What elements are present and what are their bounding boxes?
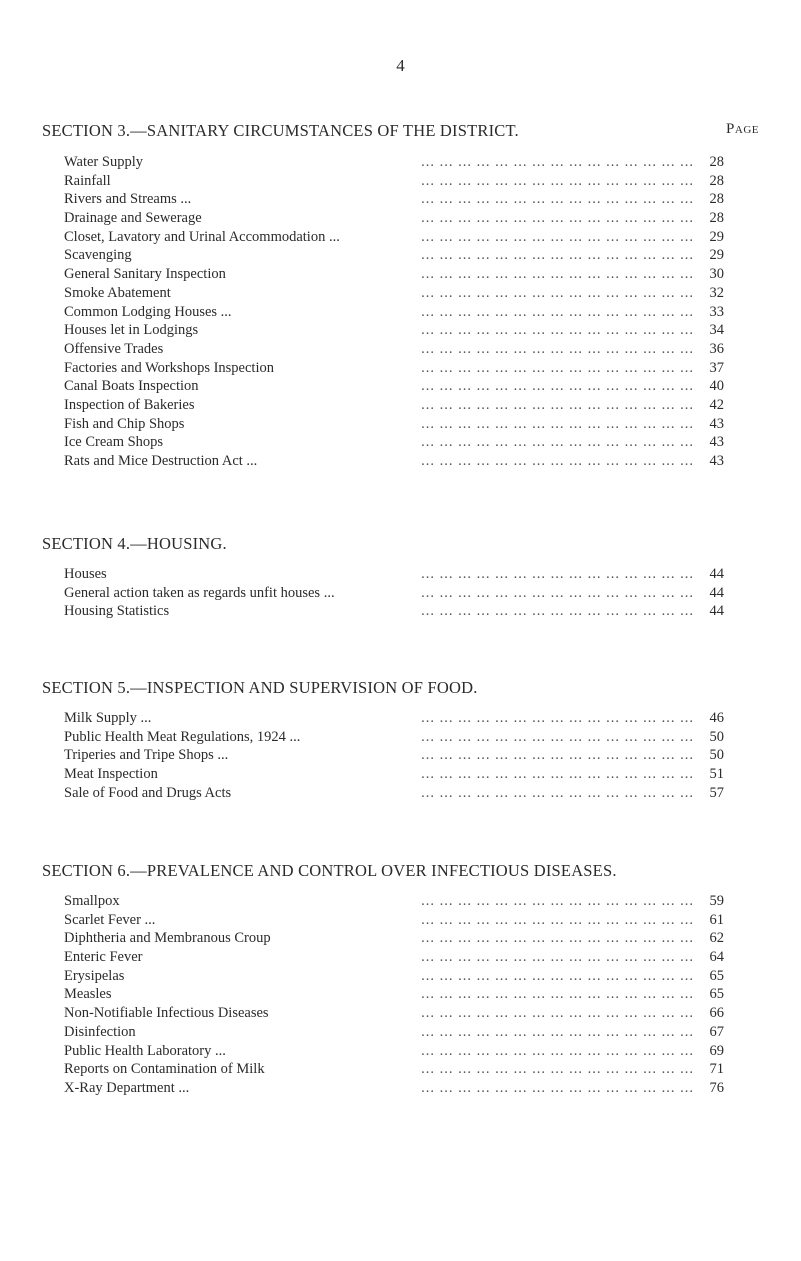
entry-page-number: 64 — [709, 949, 724, 966]
entry-page-number: 43 — [709, 415, 724, 432]
toc-entry — [64, 929, 724, 948]
section-heading: SECTION 3.—SANITARY CIRCUMSTANCES OF THE DISTRICT. — [42, 121, 519, 140]
entry-title: Measles — [64, 986, 118, 1002]
entry-page-number: 61 — [709, 911, 724, 928]
entry-title: General action taken as regards unfit houses ... — [64, 585, 341, 601]
entry-page-number: 46 — [709, 710, 724, 726]
dot-leader: ... ... ... ... ... ... ... ... ... ... ... ... ... ... ... — [421, 949, 694, 966]
entry-title: Disinfection — [64, 1024, 142, 1040]
toc-entry — [64, 190, 724, 209]
entry-title: Drainage and Sewerage — [64, 210, 208, 226]
dot-leader: ... ... ... ... ... ... ... ... ... ... ... ... ... ... ... — [421, 340, 694, 357]
toc-entry — [64, 377, 724, 396]
entry-page-number: 62 — [709, 930, 724, 947]
toc-entry — [64, 1023, 724, 1042]
entry-page-number: 76 — [709, 1079, 724, 1096]
toc-entry — [64, 967, 724, 986]
entry-page-number: 28 — [709, 154, 724, 170]
dot-leader: ... ... ... ... ... ... ... ... ... ... ... ... ... ... ... — [421, 603, 694, 620]
entry-title: Milk Supply ... — [64, 710, 157, 726]
entry-title: Water Supply — [64, 154, 149, 170]
dot-leader: ... ... ... ... ... ... ... ... ... ... ... ... ... ... ... — [421, 378, 694, 395]
toc-entry — [64, 584, 724, 603]
entry-title: Non-Notifiable Infectious Diseases — [64, 1005, 275, 1021]
dot-leader: ... ... ... ... ... ... ... ... ... ... ... ... ... ... ... — [421, 967, 694, 984]
entry-page-number: 59 — [709, 893, 724, 909]
entry-list — [64, 709, 724, 802]
entry-page-number: 69 — [709, 1042, 724, 1059]
entry-page-number: 32 — [709, 284, 724, 301]
toc-entry — [64, 415, 724, 434]
entry-title: Ice Cream Shops — [64, 434, 169, 450]
toc-entry — [64, 153, 724, 172]
entry-page-number: 42 — [709, 396, 724, 413]
entry-title: Canal Boats Inspection — [64, 378, 205, 394]
entry-page-number: 57 — [709, 784, 724, 801]
toc-entry — [64, 1060, 724, 1079]
toc-entry — [64, 765, 724, 784]
entry-page-number: 66 — [709, 1005, 724, 1022]
entry-title: X-Ray Department ... — [64, 1080, 195, 1096]
entry-page-number: 29 — [709, 228, 724, 245]
toc-entry — [64, 209, 724, 228]
dot-leader: ... ... ... ... ... ... ... ... ... ... ... ... ... ... ... — [421, 415, 694, 432]
entry-title: Rivers and Streams ... — [64, 191, 197, 207]
entry-page-number: 30 — [709, 266, 724, 283]
dot-leader: ... ... ... ... ... ... ... ... ... ... ... ... ... ... ... — [421, 986, 694, 1003]
section-heading: SECTION 5.—INSPECTION AND SUPERVISION OF FOOD. — [42, 678, 478, 697]
entry-page-number: 28 — [709, 191, 724, 208]
entry-title: Common Lodging Houses ... — [64, 304, 238, 320]
entry-title: Public Health Meat Regulations, 1924 ... — [64, 729, 306, 745]
dot-leader: ... ... ... ... ... ... ... ... ... ... ... ... ... ... ... — [421, 247, 694, 264]
entry-title: Sale of Food and Drugs Acts — [64, 785, 237, 801]
entry-title: Enteric Fever — [64, 949, 149, 965]
entry-title: Diphtheria and Membranous Croup — [64, 930, 277, 946]
entry-title: Public Health Laboratory ... — [64, 1043, 232, 1059]
toc-entry — [64, 303, 724, 322]
dot-leader: ... ... ... ... ... ... ... ... ... ... ... ... ... ... ... — [421, 566, 694, 582]
entry-title: Closet, Lavatory and Urinal Accommodation ... — [64, 229, 346, 245]
dot-leader: ... ... ... ... ... ... ... ... ... ... ... ... ... ... ... — [421, 396, 694, 413]
entry-title: Factories and Workshops Inspection — [64, 360, 280, 376]
dot-leader: ... ... ... ... ... ... ... ... ... ... ... ... ... ... ... — [421, 930, 694, 947]
entry-page-number: 43 — [709, 434, 724, 451]
dot-leader: ... ... ... ... ... ... ... ... ... ... ... ... ... ... ... — [421, 359, 694, 376]
entry-page-number: 71 — [709, 1061, 724, 1078]
page-column-label: Page — [726, 121, 759, 137]
toc-entry — [64, 892, 724, 911]
entry-title: Rainfall — [64, 173, 117, 189]
entry-title: General Sanitary Inspection — [64, 266, 232, 282]
toc-entry — [64, 709, 724, 728]
entry-title: Erysipelas — [64, 968, 130, 984]
entry-title: Smoke Abatement — [64, 285, 177, 301]
entry-page-number: 29 — [709, 247, 724, 264]
toc-entry — [64, 985, 724, 1004]
dot-leader: ... ... ... ... ... ... ... ... ... ... ... ... ... ... ... — [421, 893, 694, 909]
dot-leader: ... ... ... ... ... ... ... ... ... ... ... ... ... ... ... — [421, 453, 694, 469]
entry-page-number: 37 — [709, 359, 724, 376]
entry-page-number: 65 — [709, 967, 724, 984]
page-number: 4 — [396, 56, 405, 75]
toc-entry — [64, 452, 724, 471]
dot-leader: ... ... ... ... ... ... ... ... ... ... ... ... ... ... ... — [421, 584, 694, 601]
entry-title: Housing Statistics — [64, 603, 175, 619]
section-heading: SECTION 6.—PREVALENCE AND CONTROL OVER INFECTIOUS DISEASES. — [42, 861, 617, 880]
entry-title: Inspection of Bakeries — [64, 397, 200, 413]
entry-page-number: 50 — [709, 747, 724, 764]
toc-entry — [64, 565, 724, 584]
toc-entry — [64, 265, 724, 284]
entry-title: Smallpox — [64, 893, 126, 909]
dot-leader: ... ... ... ... ... ... ... ... ... ... ... ... ... ... ... — [421, 1005, 694, 1022]
toc-entry — [64, 784, 724, 803]
entry-list — [64, 565, 724, 621]
dot-leader: ... ... ... ... ... ... ... ... ... ... ... ... ... ... ... — [421, 784, 694, 801]
entry-page-number: 36 — [709, 340, 724, 357]
entry-title: Meat Inspection — [64, 766, 164, 782]
toc-entry — [64, 396, 724, 415]
dot-leader: ... ... ... ... ... ... ... ... ... ... ... ... ... ... ... — [421, 266, 694, 283]
dot-leader: ... ... ... ... ... ... ... ... ... ... ... ... ... ... ... — [421, 434, 694, 451]
dot-leader: ... ... ... ... ... ... ... ... ... ... ... ... ... ... ... — [421, 911, 694, 928]
toc-entry — [64, 1004, 724, 1023]
entry-page-number: 28 — [709, 210, 724, 227]
toc-entry — [64, 246, 724, 265]
entry-page-number: 44 — [709, 603, 724, 620]
entry-page-number: 65 — [709, 986, 724, 1003]
entry-title: Scavenging — [64, 247, 138, 263]
entry-title: Rats and Mice Destruction Act ... — [64, 453, 263, 469]
entry-title: Fish and Chip Shops — [64, 416, 190, 432]
toc-entry — [64, 359, 724, 378]
dot-leader: ... ... ... ... ... ... ... ... ... ... ... ... ... ... ... — [421, 284, 694, 301]
dot-leader: ... ... ... ... ... ... ... ... ... ... ... ... ... ... ... — [421, 1042, 694, 1059]
toc-entry — [64, 228, 724, 247]
entry-list — [64, 892, 724, 1098]
toc-entry — [64, 340, 724, 359]
toc-entry — [64, 172, 724, 191]
entry-page-number: 34 — [709, 322, 724, 339]
dot-leader: ... ... ... ... ... ... ... ... ... ... ... ... ... ... ... — [421, 766, 694, 783]
toc-entry — [64, 948, 724, 967]
entry-page-number: 43 — [709, 453, 724, 469]
entry-page-number: 28 — [709, 172, 724, 189]
dot-leader: ... ... ... ... ... ... ... ... ... ... ... ... ... ... ... — [421, 172, 694, 189]
dot-leader: ... ... ... ... ... ... ... ... ... ... ... ... ... ... ... — [421, 228, 694, 245]
toc-entry — [64, 433, 724, 452]
dot-leader: ... ... ... ... ... ... ... ... ... ... ... ... ... ... ... — [421, 1023, 694, 1040]
entry-page-number: 44 — [709, 566, 724, 582]
dot-leader: ... ... ... ... ... ... ... ... ... ... ... ... ... ... ... — [421, 303, 694, 320]
toc-entry — [64, 728, 724, 747]
entry-title: Reports on Contamination of Milk — [64, 1061, 271, 1077]
dot-leader: ... ... ... ... ... ... ... ... ... ... ... ... ... ... ... — [421, 728, 694, 745]
dot-leader: ... ... ... ... ... ... ... ... ... ... ... ... ... ... ... — [421, 322, 694, 339]
section-heading: SECTION 4.—HOUSING. — [42, 534, 227, 553]
toc-entry — [64, 284, 724, 303]
toc-entry — [64, 1079, 724, 1098]
dot-leader: ... ... ... ... ... ... ... ... ... ... ... ... ... ... ... — [421, 154, 694, 170]
toc-entry — [64, 746, 724, 765]
toc-entry — [64, 911, 724, 930]
entry-title: Houses — [64, 566, 113, 582]
entry-title: Houses let in Lodgings — [64, 322, 204, 338]
dot-leader: ... ... ... ... ... ... ... ... ... ... ... ... ... ... ... — [421, 710, 694, 726]
dot-leader: ... ... ... ... ... ... ... ... ... ... ... ... ... ... ... — [421, 1079, 694, 1096]
entry-page-number: 67 — [709, 1023, 724, 1040]
dot-leader: ... ... ... ... ... ... ... ... ... ... ... ... ... ... ... — [421, 747, 694, 764]
entry-page-number: 40 — [709, 378, 724, 395]
dot-leader: ... ... ... ... ... ... ... ... ... ... ... ... ... ... ... — [421, 210, 694, 227]
entry-title: Offensive Trades — [64, 341, 169, 357]
dot-leader: ... ... ... ... ... ... ... ... ... ... ... ... ... ... ... — [421, 191, 694, 208]
entry-page-number: 33 — [709, 303, 724, 320]
toc-entry — [64, 602, 724, 621]
entry-title: Triperies and Tripe Shops ... — [64, 747, 234, 763]
toc-entry — [64, 1042, 724, 1061]
toc-entry — [64, 321, 724, 340]
dot-leader: ... ... ... ... ... ... ... ... ... ... ... ... ... ... ... — [421, 1061, 694, 1078]
entry-page-number: 51 — [709, 766, 724, 783]
entry-title: Scarlet Fever ... — [64, 912, 161, 928]
entry-list — [64, 153, 724, 471]
entry-page-number: 44 — [709, 584, 724, 601]
entry-page-number: 50 — [709, 728, 724, 745]
